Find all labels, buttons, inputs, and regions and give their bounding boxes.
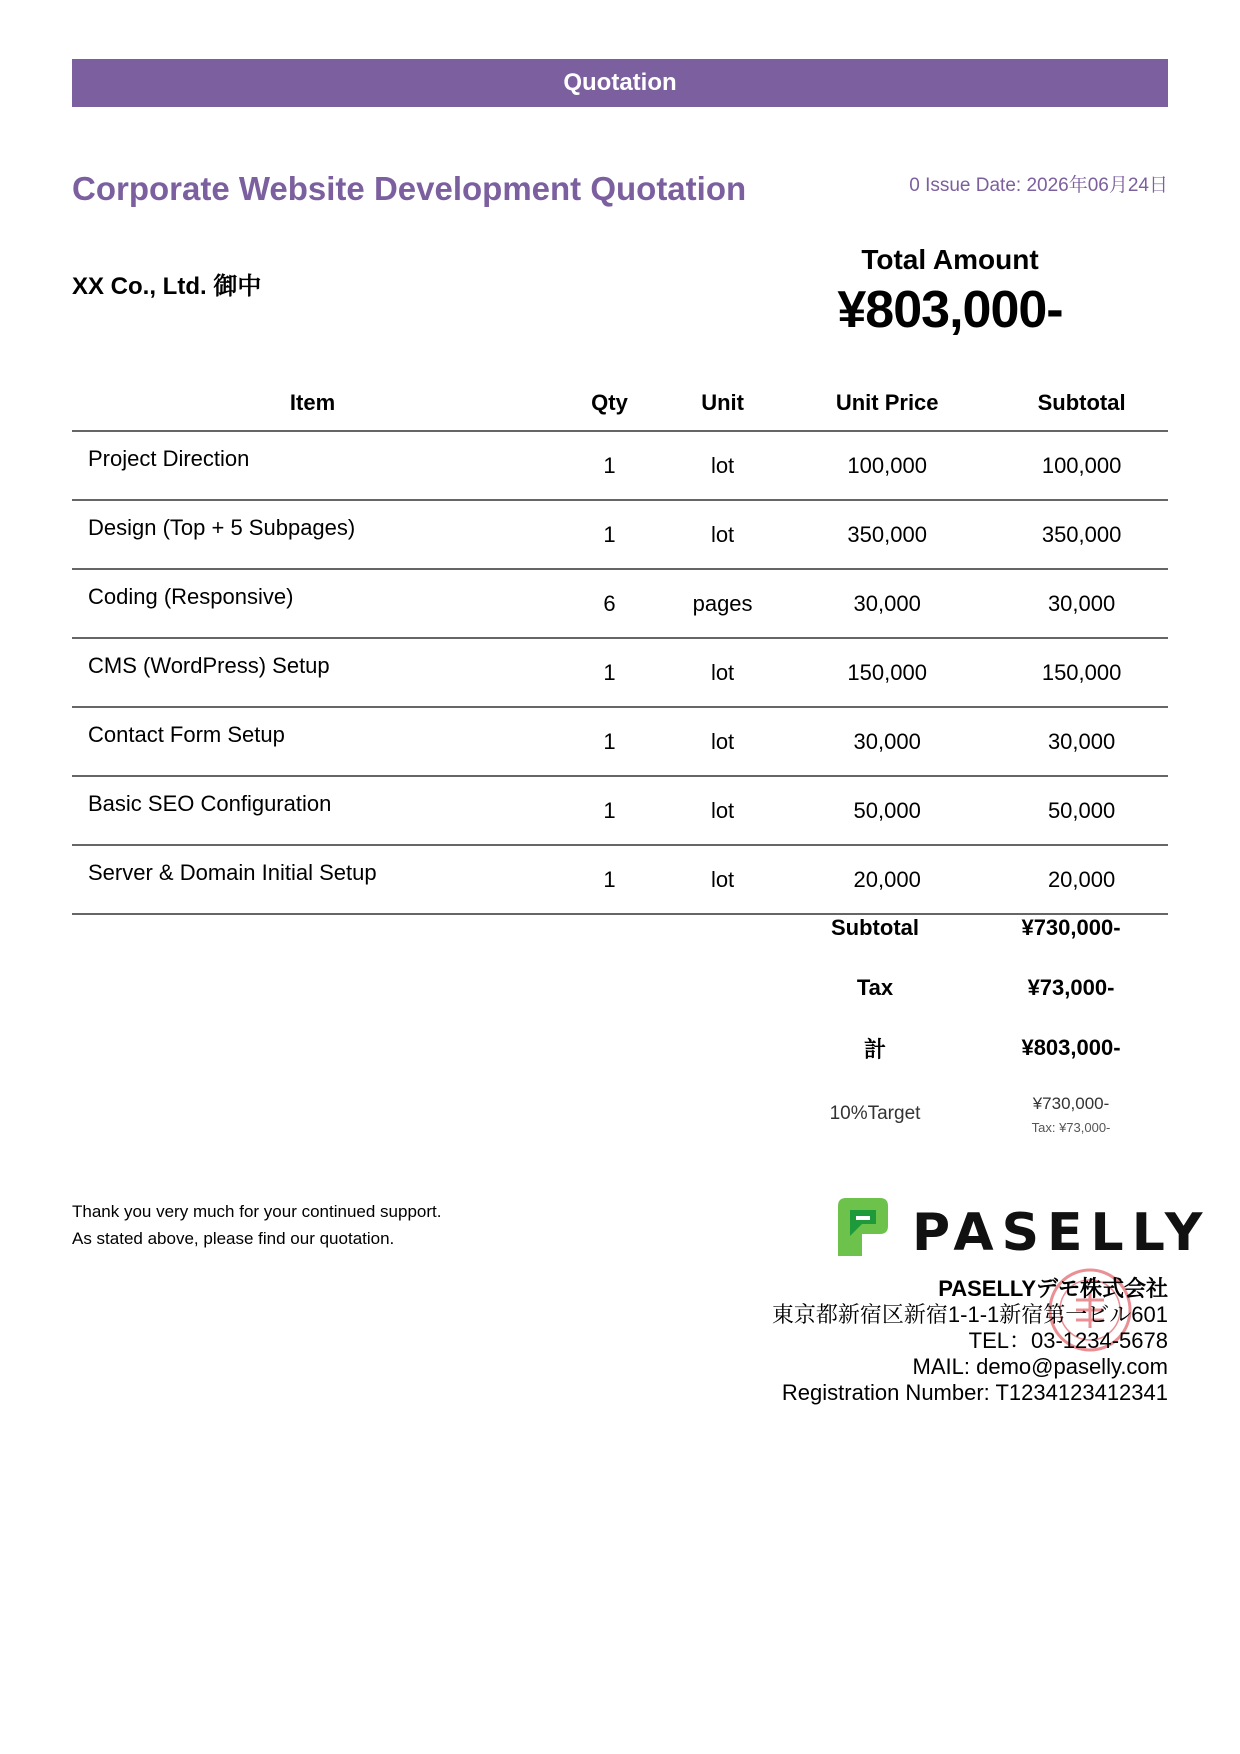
cell-item: CMS (WordPress) Setup [72,638,553,707]
cell-unit: lot [666,500,779,569]
cell-subtotal: 150,000 [995,638,1168,707]
cell-unit-price: 20,000 [779,845,995,914]
cell-item: Basic SEO Configuration [72,776,553,845]
cell-subtotal: 50,000 [995,776,1168,845]
client-name: XX Co., Ltd. 御中 [72,273,262,300]
cell-item: Server & Domain Initial Setup [72,845,553,914]
tax-target-base: ¥730,000- [1032,1093,1110,1113]
document-title: Corporate Website Development Quotation [72,170,747,207]
issue-date: 0 Issue Date: 2026年06月24日 [909,175,1168,196]
company-name: PASELLYデモ株式会社 [938,1276,1168,1301]
cell-unit: pages [666,569,779,638]
column-header-subtotal: Subtotal [995,376,1168,431]
cell-qty: 6 [553,569,666,638]
cell-qty: 1 [553,500,666,569]
logo-wordmark: PASELLY [912,1203,1211,1263]
cell-unit-price: 100,000 [779,431,995,500]
summary-total-row [766,1018,1158,1078]
summary-tax-label: Tax [856,975,894,1000]
table-row [72,776,1168,845]
cell-unit-price: 350,000 [779,500,995,569]
cell-unit: lot [666,707,779,776]
table-row [72,569,1168,638]
cell-item: Design (Top + 5 Subpages) [72,500,553,569]
document-banner: Quotation [72,59,1168,107]
cell-unit-price: 150,000 [779,638,995,707]
cell-subtotal: 30,000 [995,707,1168,776]
summary-subtotal-label: Subtotal [831,915,919,940]
cell-qty: 1 [553,638,666,707]
column-header-unit: Unit [666,376,779,431]
cell-unit-price: 30,000 [779,707,995,776]
summary-subtotal-value: ¥730,000- [1021,915,1121,940]
table-row [72,707,1168,776]
summary-total-value: ¥803,000- [1021,1035,1121,1060]
cell-qty: 1 [553,845,666,914]
cell-unit: lot [666,431,779,500]
column-header-item: Item [72,376,553,431]
summary-total-label: 計 [863,1036,886,1062]
summary-tax-row [766,958,1158,1018]
tax-target-tax: Tax: ¥73,000- [1031,1119,1111,1135]
company-registration: Registration Number: T1234123412341 [781,1380,1168,1405]
table-row [72,431,1168,500]
cell-item: Project Direction [72,431,553,500]
logo-mark-icon [838,1198,888,1256]
closing-message-line-1: Thank you very much for your continued support. [72,1202,442,1221]
company-logo [836,1196,1211,1263]
company-info [772,1276,1168,1406]
cell-unit: lot [666,638,779,707]
column-header-unit-price: Unit Price [779,376,995,431]
cell-item: Contact Form Setup [72,707,553,776]
cell-unit: lot [666,776,779,845]
cell-qty: 1 [553,707,666,776]
summary-table [766,898,1158,1150]
cell-item: Coding (Responsive) [72,569,553,638]
table-row [72,500,1168,569]
closing-message [72,1198,441,1252]
cell-unit-price: 30,000 [779,569,995,638]
tax-target-values [984,1078,1158,1150]
cell-qty: 1 [553,776,666,845]
table-row [72,638,1168,707]
company-tel: TEL：03-1234-5678 [968,1328,1168,1353]
summary-tax-value: ¥73,000- [1027,975,1115,1000]
cell-subtotal: 30,000 [995,569,1168,638]
items-table [72,376,1168,915]
cell-subtotal: 100,000 [995,431,1168,500]
total-amount-value: ¥803,000- [837,281,1063,339]
cell-subtotal: 350,000 [995,500,1168,569]
table-header-row [72,376,1168,431]
cell-unit-price: 50,000 [779,776,995,845]
closing-message-line-2: As stated above, please find our quotation. [72,1229,395,1248]
company-mail: MAIL: demo@paselly.com [912,1354,1168,1379]
cell-subtotal: 20,000 [995,845,1168,914]
total-amount-label: Total Amount [861,244,1039,275]
summary-tax-target-row [766,1078,1158,1150]
tax-target-label: 10%Target [829,1103,921,1124]
column-header-qty: Qty [553,376,666,431]
cell-unit: lot [666,845,779,914]
total-amount-block [790,244,1110,340]
company-address: 東京都新宿区新宿1-1-1新宿第一ビル601 [771,1302,1168,1327]
summary-subtotal-row [766,898,1158,958]
cell-qty: 1 [553,431,666,500]
